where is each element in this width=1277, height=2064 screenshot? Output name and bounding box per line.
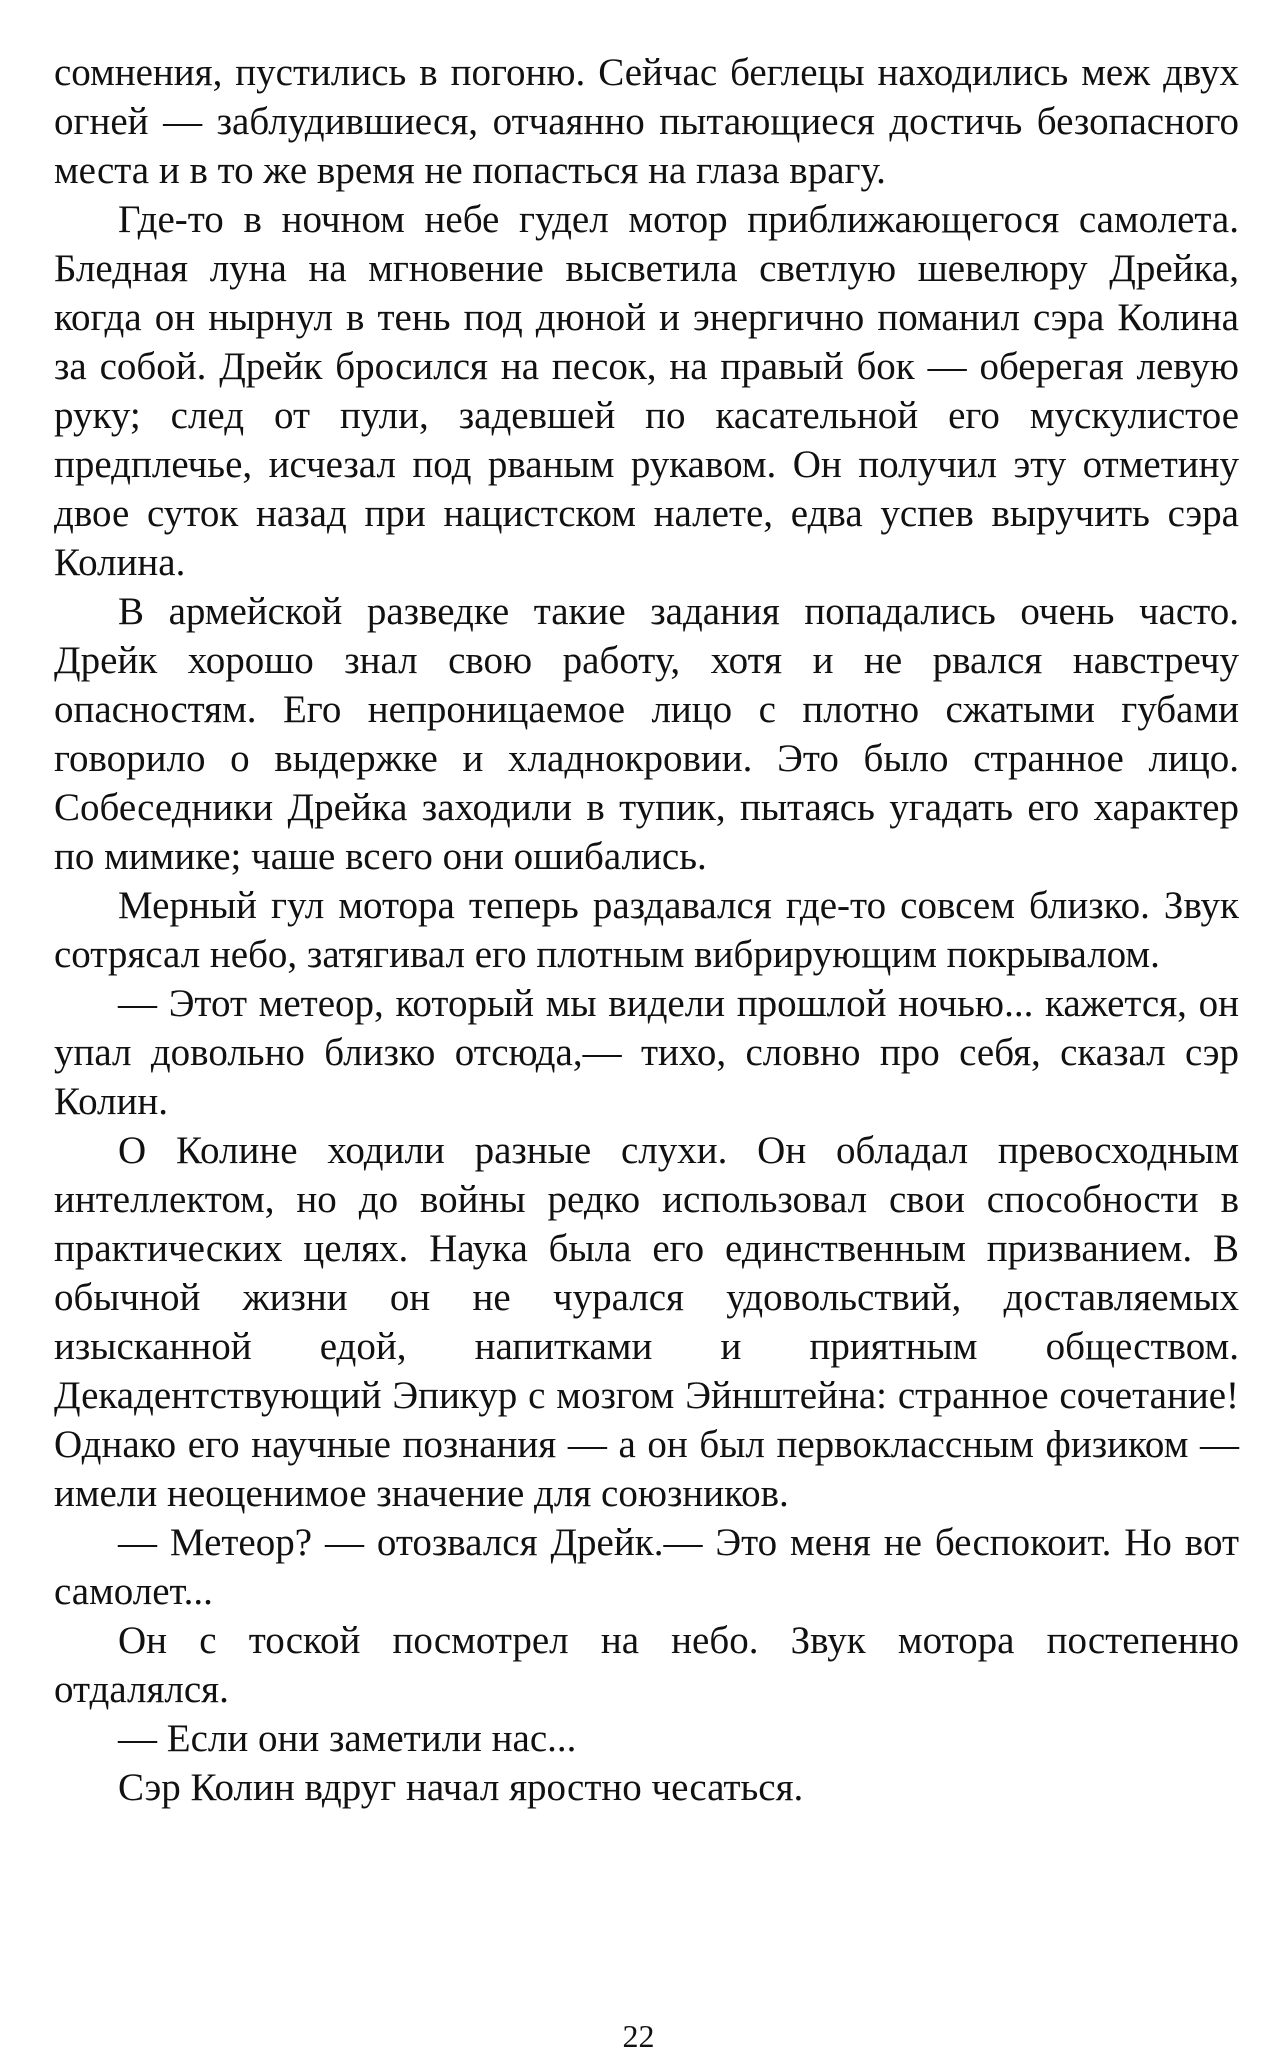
paragraph-10: Сэр Колин вдруг начал яростно чесаться. xyxy=(118,1766,804,1809)
paragraph-4: Мерный гул мотора теперь раздавался где-то совсем близко. Звук сотрясал небо, затягивал его плотным вибрирующим покрывалом. xyxy=(54,884,1239,976)
paragraph-1: сомнения, пустились в погоню. Сейчас беглецы находились меж двух огней — заблудившиеся, отчаянно пытающиеся достичь безопасного места и в то же время не попасться на глаза врагу. xyxy=(54,51,1239,192)
paragraph-5: — Этот метеор, который мы видели прошлой ночью... кажется, он упал довольно близко отсюда,— тихо, словно про себя, сказал сэр Колин. xyxy=(54,982,1239,1123)
paragraph-8: Он с тоской посмотрел на небо. Звук мотора постепенно отдалялся. xyxy=(54,1619,1239,1711)
paragraph-9: — Если они заметили нас... xyxy=(118,1717,577,1760)
paragraph-3: В армейской разведке такие задания попадались очень часто. Дрейк хорошо знал свою работу, хотя и не рвался навстречу опасностям. Его непроницаемое лицо с плотно сжатыми губами говорило о выдержке и хладнокровии. Это было странное лицо. Собеседники Дрейка заходили в тупик, пытаясь угадать его характер по мимике; чаше всего они ошибались. xyxy=(54,590,1239,878)
paragraph-7: — Метеор? — отозвался Дрейк.— Это меня не беспокоит. Но вот самолет... xyxy=(54,1521,1239,1613)
paragraph-2: Где-то в ночном небе гудел мотор приближающегося самолета. Бледная луна на мгновение высветила светлую шевелюру Дрейка, когда он нырнул в тень под дюной и энергично поманил сэра Колина за собой. Дрейк бросился на песок, на правый бок — оберегая левую руку; след от пули, задевшей по касательной его мускулистое предплечье, исчезал под рваным рукавом. Он получил эту отметину двое суток назад при нацистском налете, едва успев выручить сэра Колина. xyxy=(54,198,1239,584)
page-number: 22 xyxy=(622,2018,655,2054)
paragraph-6: О Колине ходили разные слухи. Он обладал превосходным интеллектом, но до войны редко использовал свои способности в практических целях. Наука была его единственным призванием. В обычной жизни он не чурался удовольствий, доставляемых изысканной едой, напитками и приятным обществом. Декадентствующий Эпикур с мозгом Эйнштейна: странное сочетание! Однако его научные познания — а он был первоклассным физиком — имели неоценимое значение для союзников. xyxy=(54,1129,1239,1515)
page-text xyxy=(54,48,1239,1812)
